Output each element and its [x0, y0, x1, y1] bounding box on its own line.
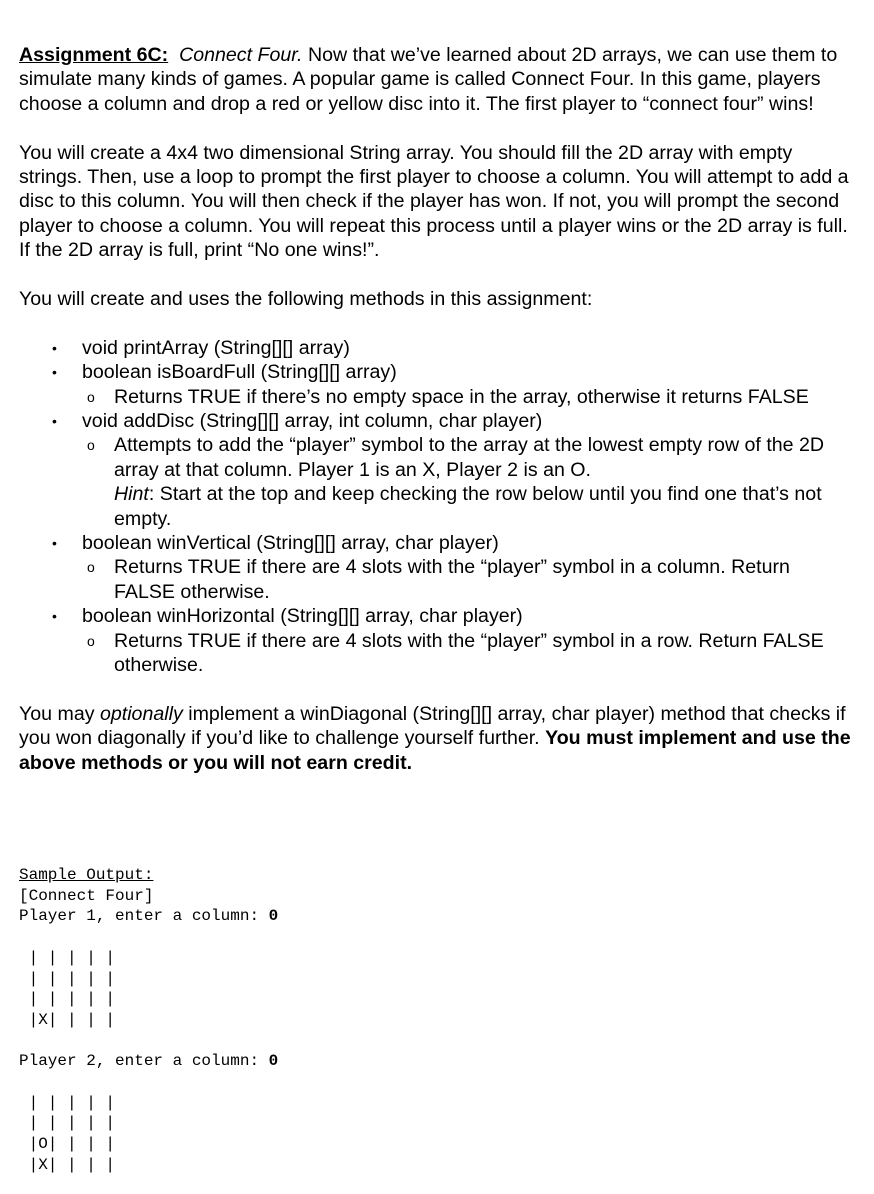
board-row: | | | | | — [19, 1114, 116, 1133]
method-item — [19, 531, 855, 604]
hint-label: Hint — [114, 483, 149, 506]
hint-text: : Start at the top and keep checking the row below until you find one that’s not empty. — [114, 483, 822, 530]
intro-text: Now that we’ve learned about 2D arrays, we can use them to simulate many kinds of games. A popular game is called Connect Four. In this game, players choose a column and drop a red or yellow disc into it. The first player to “connect four” wins! — [19, 44, 838, 115]
console-input-2: 0 — [268, 1052, 279, 1071]
board-row: |O| | | | — [19, 1135, 116, 1154]
board-row: | | | | | — [19, 1093, 116, 1112]
assignment-title: Connect Four. — [179, 44, 303, 66]
sample-output-label: Sample Output: — [19, 866, 154, 884]
methods-intro: You will create and uses the following methods in this assignment: — [19, 288, 593, 311]
methods-list — [19, 336, 855, 678]
intro-paragraph — [19, 43, 855, 116]
sample-output — [19, 865, 278, 1176]
method-signature: void printArray (String[][] array) — [82, 336, 350, 359]
assignment-document — [19, 43, 855, 775]
method-detail: o Returns TRUE if there’s no empty space in the array, otherwise it returns FALSE — [82, 385, 855, 409]
console-prompt-1: Player 1, enter a column: 0 — [19, 907, 279, 926]
method-signature: boolean isBoardFull (String[][] array) — [82, 361, 397, 384]
assignment-heading: Assignment 6C: — [19, 44, 169, 66]
method-detail: o Returns TRUE if there are 4 slots with the “player” symbol in a column. Return FALSE otherwise. — [82, 555, 855, 604]
console-title: [Connect Four] — [19, 886, 154, 905]
credit-warning: You must implement and use the above methods or you will not earn credit. — [19, 727, 851, 774]
method-item — [19, 336, 855, 360]
instructions-paragraph: You will create a 4x4 two dimensional String array. You should fill the 2D array with empty strings. Then, use a loop to prompt the first player to choose a column. You will attempt to add a disc to this column. You will then check if the player has won. If not, you will prompt the second player to choose a column. You will repeat this process until a player wins or the 2D array is full. If the 2D array is full, print “No one wins!”. — [19, 141, 849, 262]
method-item — [19, 360, 855, 409]
method-detail: o Returns TRUE if there are 4 slots with the “player” symbol in a row. Return FALSE otherwise. — [82, 629, 855, 678]
board-row: |X| | | | — [19, 1155, 116, 1174]
board-row: |X| | | | — [19, 1010, 116, 1029]
optional-paragraph: You may optionally implement a winDiagonal (String[][] array, char player) method that checks if you won diagonally if you’d like to challenge yourself further. You must implement and use the above methods or you will not earn credit. — [19, 702, 851, 774]
method-signature: void addDisc (String[][] array, int column, char player) — [82, 410, 543, 433]
method-detail: o Attempts to add the “player” symbol to the array at the lowest empty row of the 2D array at that column. Player 1 is an X, Player 2 is an O. Hint: Start at the top and keep checking the row below until you find one that’s not empty. — [82, 433, 855, 531]
console-prompt-2: Player 2, enter a column: 0 — [19, 1052, 279, 1071]
method-item — [19, 409, 855, 531]
method-signature: boolean winHorizontal (String[][] array, char player) — [82, 605, 523, 628]
method-signature: boolean winVertical (String[][] array, char player) — [82, 532, 499, 555]
console-input-1: 0 — [268, 907, 279, 926]
board-row: | | | | | — [19, 969, 116, 988]
board-row: | | | | | — [19, 990, 116, 1009]
optional-emphasis: optionally — [99, 702, 183, 725]
board-row: | | | | | — [19, 948, 116, 967]
method-item — [19, 604, 855, 677]
